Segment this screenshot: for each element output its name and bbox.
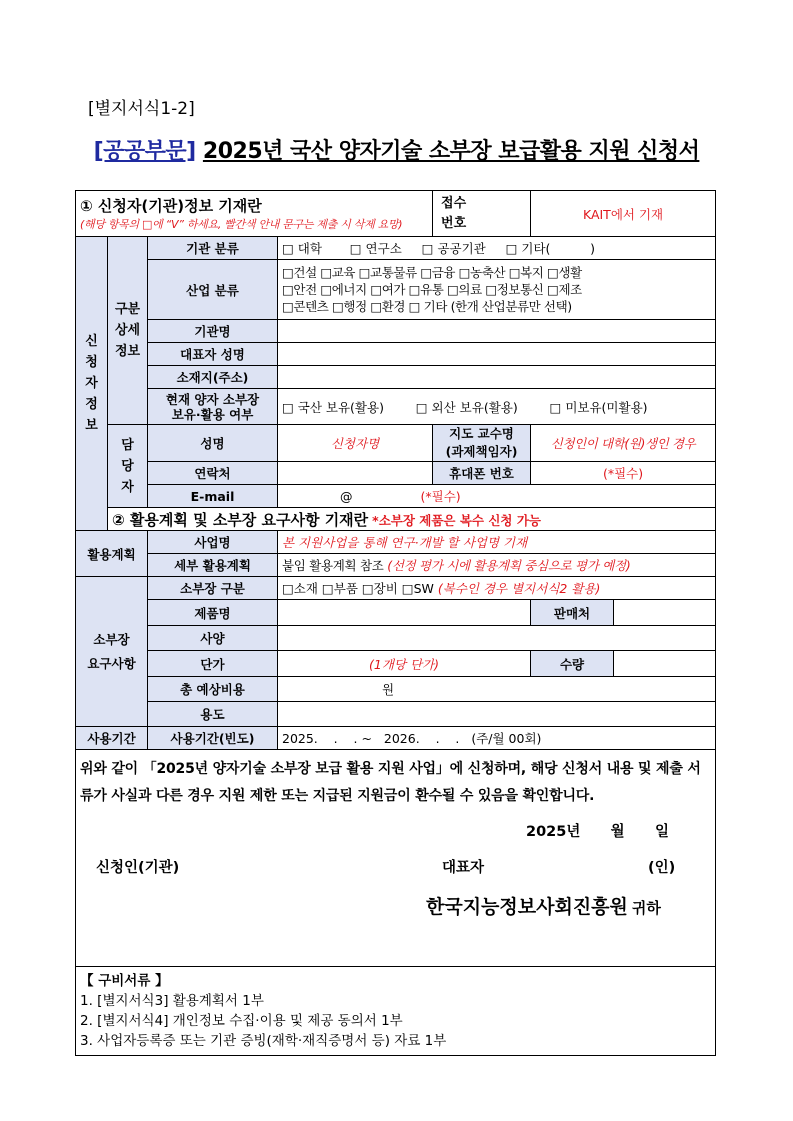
recipient-line xyxy=(426,892,661,919)
project-label: 사업명 xyxy=(148,531,278,554)
declaration-block xyxy=(76,750,716,967)
org-type-university[interactable]: □ 대학 xyxy=(282,241,322,256)
signature-area xyxy=(76,816,715,966)
receipt-label-line2: 번호 xyxy=(441,215,467,231)
group-char: 청 xyxy=(85,355,98,370)
req-group-line2: 요구사항 xyxy=(87,655,136,671)
industry-label: 산업 분류 xyxy=(148,260,278,320)
status-options xyxy=(278,389,716,425)
title-main: 2025년 국산 양자기술 소부장 보급활용 지원 신청서 xyxy=(202,139,700,164)
type-hint: (복수인 경우 별지서식2 활용) xyxy=(437,581,601,596)
receipt-label-line1: 접수 xyxy=(441,195,467,211)
contact-char: 담 xyxy=(121,437,134,453)
contact-group-label xyxy=(108,425,148,508)
industry-row: □건설 □교육 □교통물류 □금융 □농축산 □복지 □생활 xyxy=(282,265,582,280)
status-domestic[interactable]: □ 국산 보유(활용) xyxy=(282,399,384,415)
seller-cell xyxy=(531,600,716,626)
contact-name-label: 성명 xyxy=(148,425,278,462)
org-type-options xyxy=(278,237,716,260)
representative-label: 대표자 xyxy=(442,860,485,876)
ceo-name-field[interactable] xyxy=(278,343,716,366)
group-char: 정 xyxy=(85,397,98,412)
org-type-other-close: ) xyxy=(590,241,596,256)
org-name-label: 기관명 xyxy=(148,320,278,343)
ceo-name-label: 대표자 성명 xyxy=(148,343,278,366)
org-type-other[interactable]: □ 기타( xyxy=(505,241,551,256)
document-item: 2. [별지서식4] 개인정보 수집·이용 및 제공 동의서 1부 xyxy=(80,1013,403,1029)
documents-heading: 【 구비서류 】 xyxy=(80,973,169,989)
industry-options[interactable] xyxy=(278,260,716,320)
total-cost-label: 총 예상비용 xyxy=(148,677,278,702)
subgroup-line: 정보 xyxy=(114,344,141,359)
contact-char: 자 xyxy=(121,479,134,495)
qty-field[interactable] xyxy=(614,651,715,676)
seller-label: 판매처 xyxy=(531,600,614,625)
req-group-line1: 소부장 xyxy=(93,631,130,647)
org-type-label: 기관 분류 xyxy=(148,237,278,260)
group-char: 보 xyxy=(85,418,98,433)
period-field[interactable]: 2025. . . ~ 2026. . . (주/월 00회) xyxy=(278,727,716,750)
section1-heading: ① 신청자(기관)정보 기재란 xyxy=(80,197,262,215)
detail-plan-field[interactable] xyxy=(278,554,716,577)
section2-heading: ② 활용계획 및 소부장 요구사항 기재란 xyxy=(112,510,369,529)
email-field[interactable] xyxy=(278,485,716,508)
price-label: 단가 xyxy=(148,651,278,677)
recipient-suffix: 귀하 xyxy=(631,899,661,917)
price-field[interactable]: (1개당 단가) xyxy=(278,651,531,677)
section2-header xyxy=(108,508,716,531)
address-field[interactable] xyxy=(278,366,716,389)
detail-plan-label: 세부 활용계획 xyxy=(148,554,278,577)
usage-label: 용도 xyxy=(148,702,278,727)
required-documents xyxy=(76,967,716,1056)
spec-field[interactable] xyxy=(278,626,716,651)
advisor-label-line1: 지도 교수명 xyxy=(449,426,514,441)
period-group-label: 사용기간 xyxy=(76,727,148,750)
type-options[interactable]: □소재 □부품 □장비 □SW xyxy=(282,581,434,596)
receipt-label xyxy=(433,191,531,237)
type-label: 소부장 구분 xyxy=(148,577,278,600)
org-type-institute[interactable]: □ 연구소 xyxy=(349,241,402,256)
phone-label: 연락처 xyxy=(148,462,278,485)
status-label-line2: 보유·활용 여부 xyxy=(171,406,254,422)
contact-name-field[interactable]: 신청자명 xyxy=(278,425,433,462)
total-cost-field[interactable] xyxy=(278,677,716,702)
email-at: @ xyxy=(340,489,353,504)
industry-row: □콘텐츠 □행정 □환경 □ 기타 (한개 산업분류만 선택) xyxy=(282,299,572,314)
seal-mark: (인) xyxy=(648,860,676,876)
section1-header xyxy=(76,191,433,237)
product-field[interactable] xyxy=(278,600,531,626)
seller-field[interactable] xyxy=(614,600,715,625)
contact-char: 당 xyxy=(121,458,134,474)
applicant-info-group-label xyxy=(76,237,108,531)
status-label-line1: 현재 양자 소부장 xyxy=(165,391,260,407)
section1-note: (해당 항목의 □에 “V” 하세요, 빨간색 안내 문구는 제출 시 삭제 요망) xyxy=(80,218,403,231)
usage-field[interactable] xyxy=(278,702,716,727)
qty-label: 수량 xyxy=(531,651,614,676)
detail-plan-value: 붙임 활용계획 참조 xyxy=(282,558,384,573)
title-tag: [공공부문] xyxy=(93,139,196,164)
project-field[interactable]: 본 지원사업을 통해 연구·개발 할 사업명 기재 xyxy=(278,531,716,554)
subgroup-line: 구분 xyxy=(114,302,141,317)
detail-plan-hint: (선정 평가 시에 활용계획 중심으로 평가 예정) xyxy=(387,558,631,573)
status-label xyxy=(148,389,278,425)
form-number: [별지서식1-2] xyxy=(88,99,195,119)
group-char: 신 xyxy=(85,334,98,349)
applicant-label: 신청인(기관) xyxy=(96,860,180,876)
advisor-label xyxy=(433,425,531,462)
advisor-label-line2: (과제책임자) xyxy=(445,444,518,459)
org-type-public[interactable]: □ 공공기관 xyxy=(421,241,486,256)
signature-date: 2025년 월 일 xyxy=(526,824,669,840)
document-item: 3. 사업자등록증 또는 기관 증빙(재학·재직증명서 등) 자료 1부 xyxy=(80,1033,447,1049)
phone-field[interactable] xyxy=(278,462,433,485)
status-none[interactable]: □ 미보유(미활용) xyxy=(549,399,648,415)
detail-info-group-label xyxy=(108,237,148,425)
declaration-text: 위와 같이 「2025년 양자기술 소부장 보급 활용 지원 사업」에 신청하며, 해당 신청서 내용 및 제출 서류가 사실과 다른 경우 지원 제한 또는 지급된 지원금이 환수될 수 있음을 확인합니다. xyxy=(80,761,701,804)
group-char: 자 xyxy=(85,376,98,391)
application-form xyxy=(75,190,716,1056)
address-label: 소재지(주소) xyxy=(148,366,278,389)
document-item: 1. [별지서식3] 활용계획서 1부 xyxy=(80,993,264,1009)
subgroup-line: 상세 xyxy=(114,323,141,338)
mobile-field[interactable]: (*필수) xyxy=(531,462,716,485)
advisor-field[interactable]: 신청인이 대학(원)생인 경우 xyxy=(531,425,716,462)
industry-row: □안전 □에너지 □여가 □유통 □의료 □정보통신 □제조 xyxy=(282,282,582,297)
email-label: E-mail xyxy=(148,485,278,508)
status-foreign[interactable]: □ 외산 보유(활용) xyxy=(415,399,518,415)
period-label: 사용기간(빈도) xyxy=(148,727,278,750)
receipt-value: KAIT에서 기재 xyxy=(531,191,716,237)
org-name-field[interactable] xyxy=(278,320,716,343)
recipient-name: 한국지능정보사회진흥원 xyxy=(426,896,628,918)
mobile-label: 휴대폰 번호 xyxy=(433,462,531,485)
page-title xyxy=(0,134,793,165)
product-label: 제품명 xyxy=(148,600,278,626)
total-cost-unit: 원 xyxy=(382,682,395,697)
requirements-group-label xyxy=(76,577,148,727)
type-field[interactable] xyxy=(278,577,716,600)
plan-group-label: 활용계획 xyxy=(76,531,148,577)
section2-note: *소부장 제품은 복수 신청 가능 xyxy=(372,512,542,528)
email-hint: (*필수) xyxy=(420,489,461,504)
qty-cell xyxy=(531,651,716,677)
spec-label: 사양 xyxy=(148,626,278,651)
